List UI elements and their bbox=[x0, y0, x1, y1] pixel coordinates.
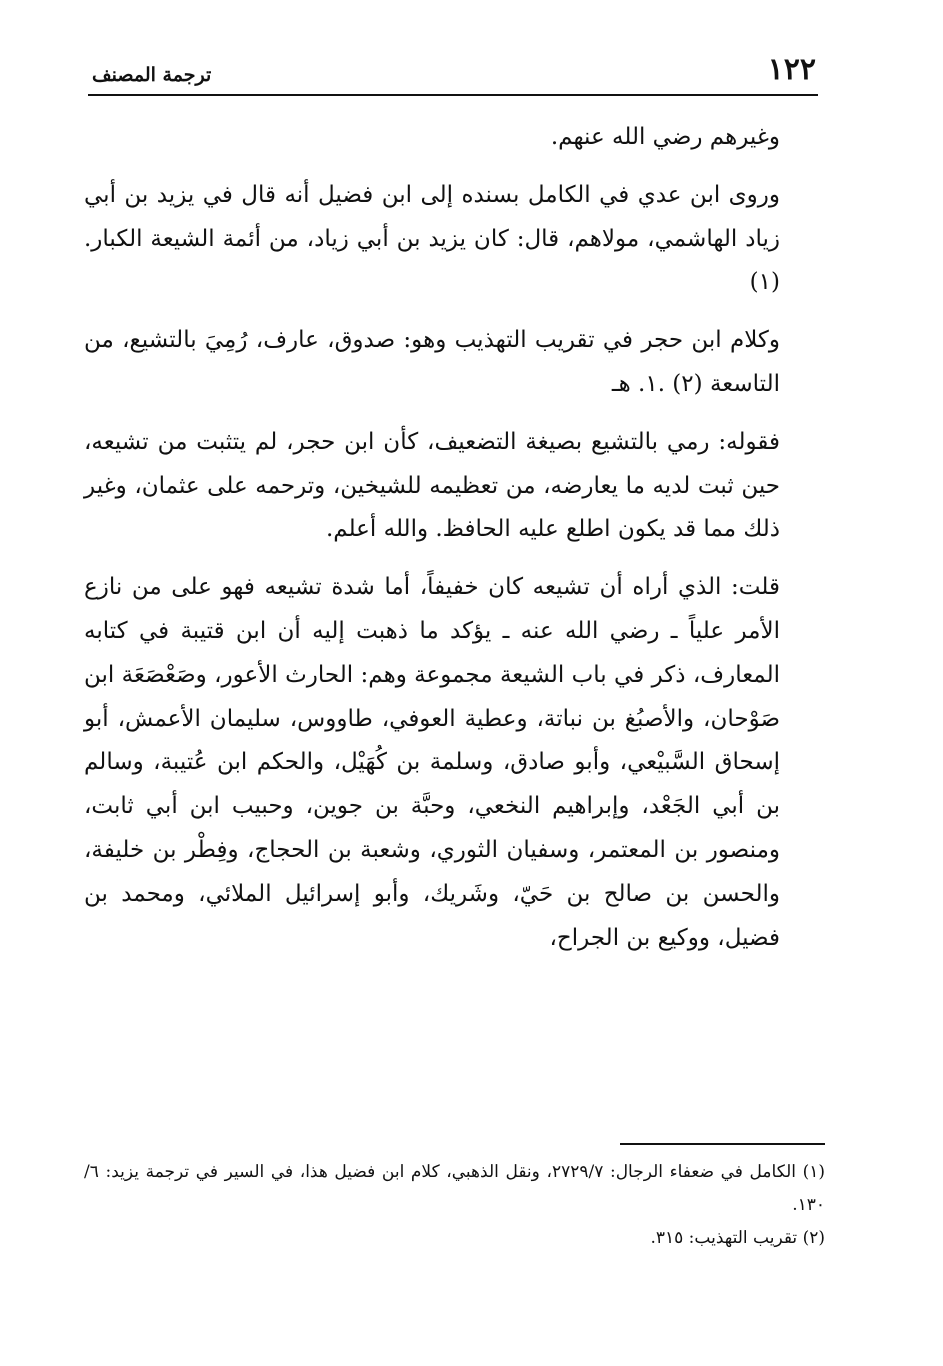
footnote: (٢) تقريب التهذيب: ٣١٥. bbox=[650, 1228, 825, 1248]
main-text bbox=[84, 116, 780, 974]
paragraph: وغيرهم رضي الله عنهم. bbox=[550, 124, 780, 150]
paragraph: قلت: الذي أراه أن تشيعه كان خفيفاً، أما شدة تشيعه فهو على من نازع الأمر علياً ـ رضي الله عنه ـ يؤكد ما ذهبت إليه أن ابن قتيبة في كتابه المعارف، ذكر في باب الشيعة مجموعة وهم: الحارث الأعور، وصَعْصَعَة ابن صَوْحان، والأصبُغ بن نباتة، وعطية العوفي، طاووس، سليمان الأعمش، أبو إسحاق السَّبيْعي، وأبو صادق، وسلمة بن كُهَيْل، والحكم ابن عُتيبة، وسالم بن أبي الجَعْد، وإبراهيم النخعي، وحبَّة بن جوين، وحبيب ابن أبي ثابت، ومنصور بن المعتمر، وسفيان الثوري، وشعبة بن الحجاج، وفِطْر بن خليفة، والحسن بن صالح بن حَيّ، وشَريك، وأبو إسرائيل الملائي، ومحمد بن فضيل، ووكيع بن الجراح، bbox=[84, 574, 780, 951]
running-title: ترجمة المصنف bbox=[92, 64, 212, 86]
page-number: ١٢٢ bbox=[767, 52, 816, 87]
paragraph: وكلام ابن حجر في تقريب التهذيب وهو: صدوق، عارف، رُمِيَ بالتشيع، من التاسعة (٢) .١. هـ bbox=[84, 327, 780, 397]
page-header bbox=[88, 48, 818, 96]
footnote-separator bbox=[620, 1143, 825, 1145]
paragraph: فقوله: رمي بالتشيع بصيغة التضعيف، كأن ابن حجر، لم يتثبت من تشيعه، حين ثبت لديه ما يعارضه، من تعظيمه للشيخين، وترحمه على عثمان، وغير ذلك مما قد يكون اطلع عليه الحافظ. والله أعلم. bbox=[84, 428, 780, 543]
footnotes bbox=[84, 1156, 825, 1255]
paragraph: وروى ابن عدي في الكامل بسنده إلى ابن فضيل أنه قال في يزيد بن أبي زياد الهاشمي، مولاهم، قال: كان يزيد بن أبي زياد، من أئمة الشيعة الكبار. (١) bbox=[84, 181, 780, 296]
footnote: (١) الكامل في ضعفاء الرجال: ٢٧٢٩/٧، ونقل الذهبي، كلام ابن فضيل هذا، في السير في ترجمة يزيد: ٦/ ١٣٠. bbox=[84, 1162, 826, 1215]
